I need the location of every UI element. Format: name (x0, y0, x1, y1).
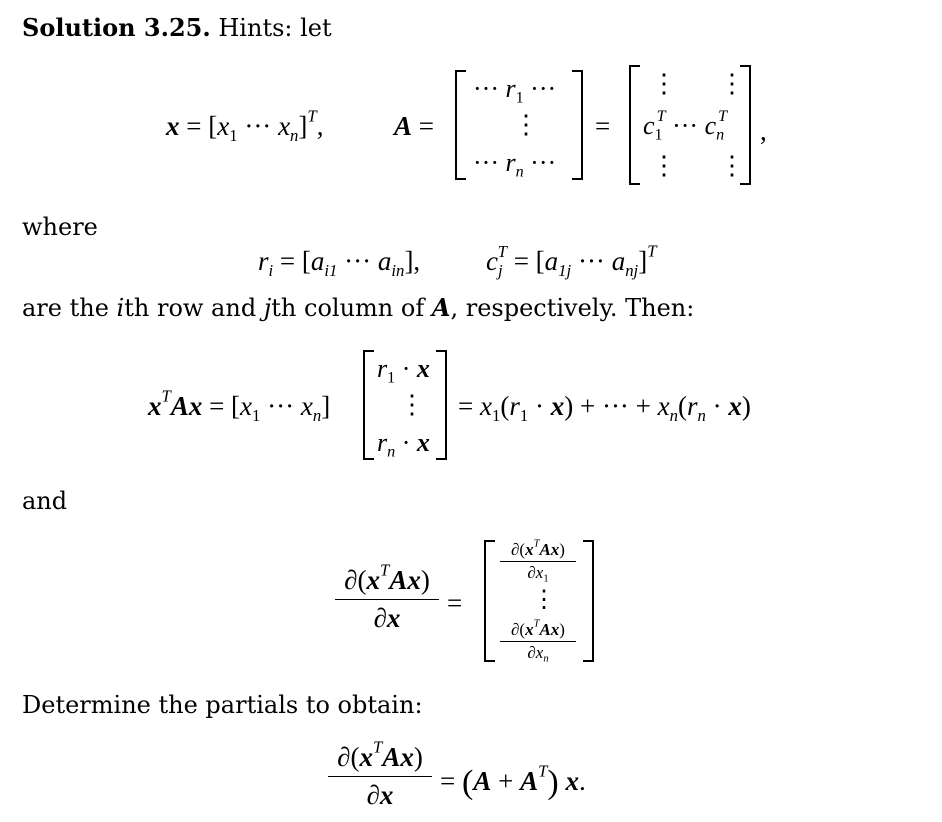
partial-x1: $\partial(x^TAx)$ $\partial x_1$ (500, 540, 576, 583)
rx-matrix-top: $r_1 \cdot x$ (377, 354, 430, 387)
sentence-j: j (263, 294, 272, 322)
determine-text: Determine the partials to obtain: (22, 691, 423, 719)
partials-vdots: ⋮ (532, 587, 556, 613)
gradient-equals: = (447, 588, 463, 618)
result-fraction: $\partial(x^TAx)$ ∂x (328, 742, 432, 811)
column-matrix-vdots-bottom-right: ⋮ (719, 151, 745, 180)
row-column-sentence (22, 293, 694, 323)
and-text: and (22, 487, 68, 515)
row-matrix-vdots: ⋮ (513, 110, 539, 139)
r-definition: $r_i = [a_{i1}$ ··· $a_{in}$], (258, 246, 421, 280)
xtax-lhs: $x^TAx = [x_1$ ··· $x_n$] (148, 386, 331, 425)
solution-intro: Hints: let (218, 14, 332, 42)
sentence-part-2: th row and (124, 294, 264, 322)
column-matrix-vdots-top-right: ⋮ (719, 69, 745, 98)
eq1-comma: , (760, 116, 767, 146)
sentence-i: i (116, 294, 125, 322)
result-rhs: = $(A + A^T)$ x. (440, 761, 586, 801)
row-matrix (455, 70, 583, 180)
sentence-part-1: are the (22, 294, 117, 322)
partials-matrix (484, 538, 594, 665)
rx-matrix (363, 350, 447, 460)
sentence-part-3: th column of (271, 294, 432, 322)
matrix-equals: = (595, 111, 611, 141)
gradient-fraction: $\partial(x^TAx)$ ∂x (335, 565, 439, 634)
where-text: where (22, 213, 98, 241)
x-definition: $x = [x_1$ ··· $x_n]^T$, (166, 106, 324, 145)
partial-xn: $\partial(x^TAx)$ $\partial x_n$ (500, 620, 576, 663)
row-matrix-top: ··· $r_1$ ··· (473, 74, 557, 107)
xtax-rhs: = $x_1(r_1 \cdot x)$ + ··· + $x_n(r_n \cdot x)$ (458, 391, 751, 425)
solution-heading: Solution 3.25. (22, 13, 211, 42)
sentence-part-4: , respectively. Then: (450, 294, 695, 322)
column-matrix-vdots-top-left: ⋮ (651, 69, 677, 98)
c-definition: $c_j^T = [a_{1j}$ ··· $a_{nj}]^T$ (486, 241, 657, 280)
solution-heading-line (22, 13, 332, 43)
column-matrix-vdots-bottom-left: ⋮ (651, 151, 677, 180)
row-matrix-bottom: ··· $r_n$ ··· (473, 148, 557, 181)
column-matrix (629, 65, 751, 185)
A-definition-label: A = (394, 111, 434, 141)
rx-matrix-vdots: ⋮ (399, 390, 425, 419)
column-matrix-mid: $c_1^T$ ··· $c_n^T$ (643, 108, 728, 144)
rx-matrix-bottom: $r_n \cdot x$ (377, 428, 430, 461)
sentence-A: A (431, 293, 451, 322)
